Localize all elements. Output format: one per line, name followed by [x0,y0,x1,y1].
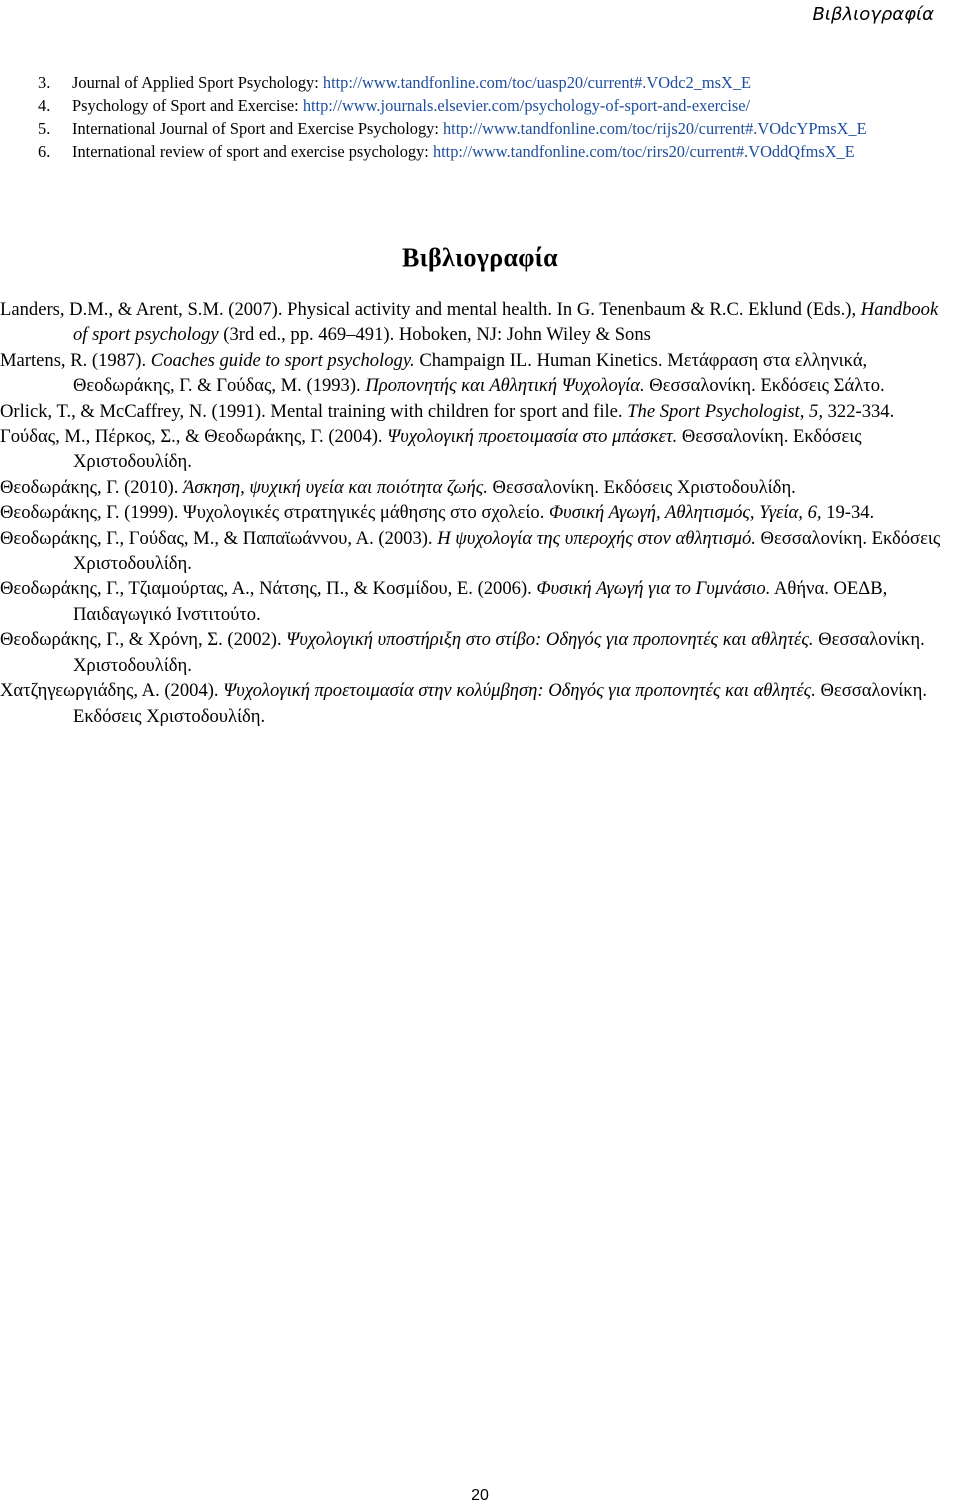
journal-name: International review of sport and exercise psychology: [72,142,433,161]
reference-entry [0,399,948,424]
journal-name: International Journal of Sport and Exercise Psychology: [72,119,443,138]
reference-title: The Sport Psychologist, 5, [627,400,823,422]
list-number: 5. [38,119,51,138]
reference-text: Orlick, T., & McCaffrey, N. (1991). Mental training with children for sport and file. [0,400,628,422]
journal-link[interactable]: http://www.tandfonline.com/toc/uasp20/current#.VOdc2_msX_E [322,73,752,92]
journal-link[interactable]: http://www.tandfonline.com/toc/rirs20/current#.VOddQfmsX_E [432,142,855,161]
reference-entry [0,297,948,348]
journal-name: Journal of Applied Sport Psychology: [72,73,323,92]
reference-entry [0,348,948,399]
list-item [38,140,938,163]
running-header-title: Βιβλιογραφία [812,4,934,25]
reference-entry [0,424,948,475]
reference-title: Προπονητής και Αθλητική Ψυχολογία. [365,375,645,397]
list-number: 6. [38,142,51,161]
reference-title: Η ψυχολογία της υπεροχής στον αθλητισμό. [437,527,756,549]
reference-text: Θεσσαλονίκη. Εκδόσεις Σάλτο. [644,375,885,397]
reference-entry [0,576,948,627]
reference-text: Θεοδωράκης, Γ. (1999). Ψυχολογικές στρατηγικές μάθησης στο σχολείο. [0,502,550,524]
journal-link[interactable]: http://www.journals.elsevier.com/psychology-of-sport-and-exercise/ [302,96,751,115]
reference-text: Θεοδωράκης, Γ., & Χρόνη, Σ. (2002). [0,629,287,651]
list-item [38,94,938,117]
reference-text: Martens, R. (1987). [0,349,151,371]
reference-text: Θεσσαλονίκη. Εκδόσεις Χριστοδουλίδη. [73,527,941,575]
list-item [38,117,938,140]
reference-title: Άσκηση, ψυχική υγεία και ποιότητα ζωής. [183,476,488,498]
reference-list [0,297,948,729]
reference-entry [0,500,948,525]
journal-link[interactable]: http://www.tandfonline.com/toc/rijs20/current#.VOdcYPmsX_E [442,119,867,138]
reference-text: Χατζηγεωργιάδης, Α. (2004). [0,680,224,702]
list-item [38,71,938,94]
reference-text: (3rd ed., pp. 469–491). Hoboken, NJ: John Wiley & Sons [218,324,651,346]
reference-text: 19-34. [821,502,875,524]
reference-entry [0,678,948,729]
reference-text: Θεσσαλονίκη. Εκδόσεις Χριστοδουλίδη. [487,476,796,498]
reference-title: Φυσική Αγωγή, Αθλητισμός, Υγεία, 6, [549,502,822,524]
reference-title: Handbook of sport psychology [73,299,939,346]
reference-text: Θεοδωράκης, Γ., Τζιαμούρτας, Α., Νάτσης, Π., & Κοσμίδου, Ε. (2006). [0,578,537,600]
reference-text: Θεοδωράκης, Γ. (2010). [0,476,183,498]
page-number: 20 [471,1487,489,1504]
reference-title: Ψυχολογική προετοιμασία στην κολύμβηση: Οδηγός για προπονητές και αθλητές. [223,680,816,702]
reference-text: Landers, D.M., & Arent, S.M. (2007). Physical activity and mental health. In G. Tenenbaum & R.C. Eklund (Eds.), [0,299,861,320]
reference-title: Ψυχολογική προετοιμασία στο μπάσκετ. [387,426,678,448]
reference-entry [0,475,948,500]
reference-entry [0,627,948,678]
reference-text: 322-334. [822,400,895,422]
reference-text: Θεσσαλονίκη. Εκδόσεις Χριστοδουλίδη. [73,680,927,727]
list-number: 4. [38,96,51,115]
reference-text: Γούδας, Μ., Πέρκος, Σ., & Θεοδωράκης, Γ. (2004). [0,426,388,448]
reference-text: Θεσσαλονίκη. Εκδόσεις Χριστοδουλίδη. [73,426,862,473]
reference-title: Ψυχολογική υποστήριξη στο στίβο: Οδηγός για προπονητές και αθλητές. [286,629,814,651]
reference-title: Coaches guide to sport psychology. [150,349,415,371]
section-heading: Βιβλιογραφία [402,243,558,272]
reference-text: Αθήνα. ΟΕΔΒ, Παιδαγωγικό Ινστιτούτο. [73,578,888,625]
journal-name: Psychology of Sport and Exercise: [72,96,303,115]
reference-text: Θεοδωράκης, Γ., Γούδας, Μ., & Παπαϊωάννου, Α. (2003). [0,527,438,549]
reference-entry [0,526,948,577]
list-number: 3. [38,73,51,92]
reference-text: Champaign IL. Human Kinetics. Μετάφραση στα ελληνικά, Θεοδωράκης, Γ. & Γούδας, Μ. (1993). [73,349,868,397]
reference-text: Θεσσαλονίκη. Χριστοδουλίδη. [73,629,925,676]
journal-link-list [38,71,938,163]
reference-title: Φυσική Αγωγή για το Γυμνάσιο. [536,578,771,600]
